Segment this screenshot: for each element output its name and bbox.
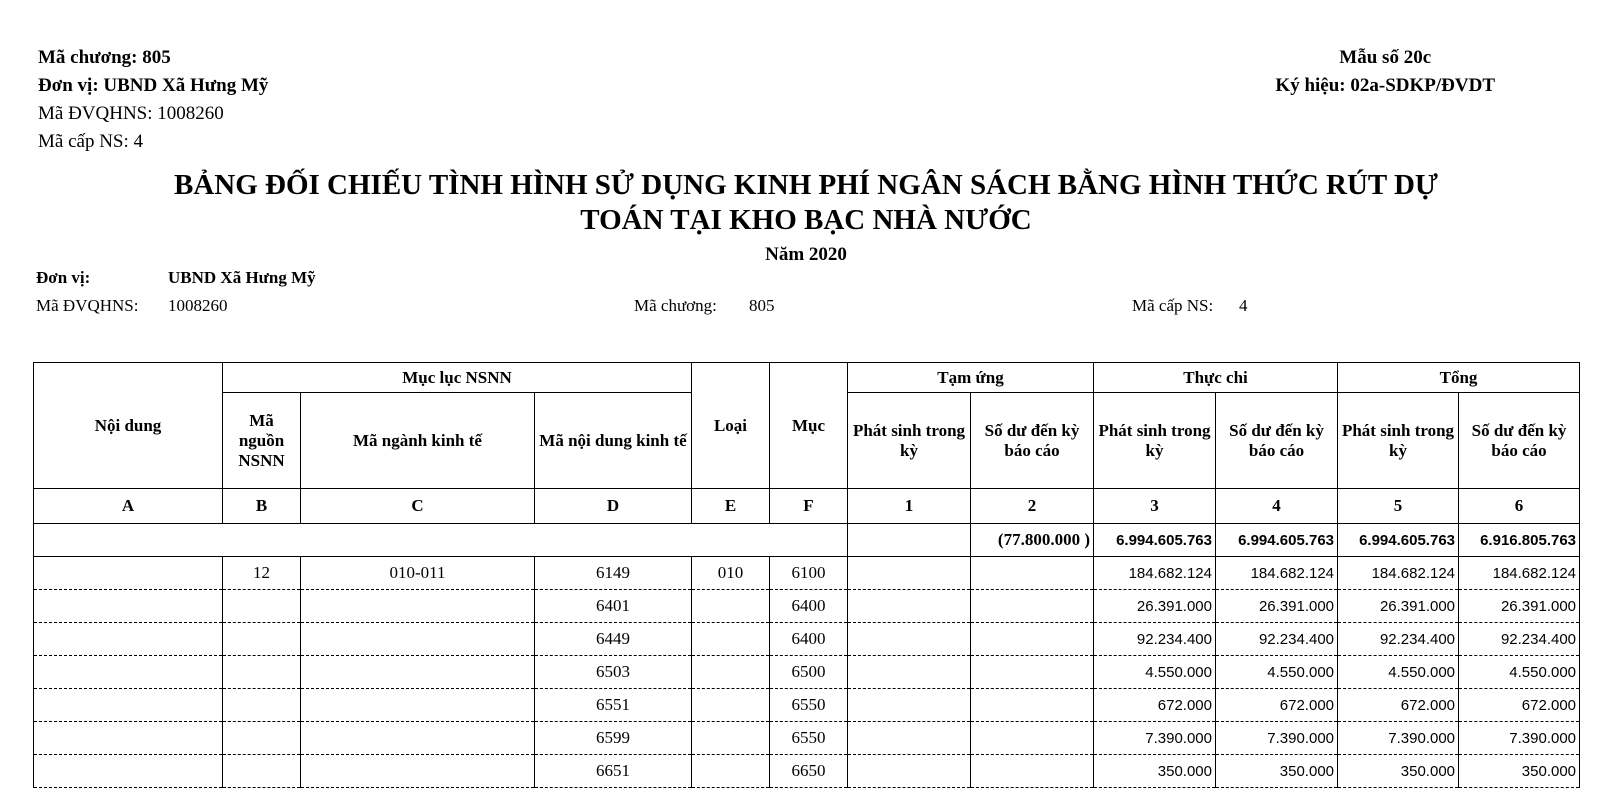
cell-tam-ung-phat-sinh	[848, 722, 971, 755]
cell-thuc-chi-phat-sinh: 672.000	[1094, 689, 1216, 722]
cell-ma-noi-dung: 6551	[535, 689, 692, 722]
cell-thuc-chi-phat-sinh: 92.234.400	[1094, 623, 1216, 656]
cell-ma-noi-dung: 6401	[535, 590, 692, 623]
table-row	[34, 689, 1580, 722]
table-row	[34, 623, 1580, 656]
cell-loai	[692, 755, 770, 788]
cell-ma-noi-dung: 6651	[535, 755, 692, 788]
col-tam-ung-so-du: Số dư đến kỳ báo cáo	[971, 393, 1094, 489]
total-label-cell	[34, 524, 848, 557]
cell-tam-ung-phat-sinh	[848, 590, 971, 623]
cell-tong-so-du: 184.682.124	[1459, 557, 1580, 590]
cell-loai: 010	[692, 557, 770, 590]
cell-ma-nganh	[301, 623, 535, 656]
cell-tong-phat-sinh: 26.391.000	[1338, 590, 1459, 623]
cell-loai	[692, 623, 770, 656]
document-title	[0, 168, 1612, 238]
info-ma-chuong-label: Mã chương:	[634, 296, 717, 315]
col-tong-phat-sinh: Phát sinh trong kỳ	[1338, 393, 1459, 489]
total-tong-phat-sinh: 6.994.605.763	[1338, 524, 1459, 557]
cell-thuc-chi-phat-sinh: 7.390.000	[1094, 722, 1216, 755]
cell-ma-nganh	[301, 722, 535, 755]
cell-thuc-chi-so-du: 7.390.000	[1216, 722, 1338, 755]
cell-tam-ung-so-du	[971, 656, 1094, 689]
cell-tam-ung-phat-sinh	[848, 755, 971, 788]
cell-noi-dung	[34, 623, 223, 656]
cell-tam-ung-phat-sinh	[848, 689, 971, 722]
col-group-muc-luc: Mục lục NSNN	[223, 363, 692, 393]
cell-thuc-chi-phat-sinh: 184.682.124	[1094, 557, 1216, 590]
cell-tong-so-du: 4.550.000	[1459, 656, 1580, 689]
cell-ma-noi-dung: 6503	[535, 656, 692, 689]
col-noi-dung: Nội dung	[34, 363, 223, 489]
col-ma-nguon: Mã nguồn NSNN	[223, 393, 301, 489]
col-letter: 3	[1094, 489, 1216, 524]
col-group-thuc-chi: Thực chi	[1094, 363, 1338, 393]
total-thuc-chi-phat-sinh: 6.994.605.763	[1094, 524, 1216, 557]
table-row	[34, 755, 1580, 788]
total-tam-ung-so-du: (77.800.000 )	[971, 524, 1094, 557]
title-line-2: TOÁN TẠI KHO BẠC NHÀ NƯỚC	[580, 204, 1032, 236]
cell-ma-noi-dung: 6599	[535, 722, 692, 755]
cell-muc: 6650	[770, 755, 848, 788]
cell-thuc-chi-so-du: 350.000	[1216, 755, 1338, 788]
cell-tam-ung-phat-sinh	[848, 623, 971, 656]
title-line-1: BẢNG ĐỐI CHIẾU TÌNH HÌNH SỬ DỤNG KINH PHÍ NGÂN SÁCH BẰNG HÌNH THỨC RÚT DỰ	[173, 169, 1439, 201]
col-tam-ung-phat-sinh: Phát sinh trong kỳ	[848, 393, 971, 489]
info-ma-chuong-value: 805	[749, 296, 775, 315]
cell-ma-nganh	[301, 689, 535, 722]
col-letter: D	[535, 489, 692, 524]
col-letter: 1	[848, 489, 971, 524]
document-year: Năm 2020	[765, 244, 847, 265]
cell-loai	[692, 722, 770, 755]
info-don-vi-value: UBND Xã Hưng Mỹ	[168, 268, 316, 287]
info-ma-cap-ns-value: 4	[1239, 296, 1248, 315]
col-letter: 5	[1338, 489, 1459, 524]
info-ma-dvqhns-label: Mã ĐVQHNS:	[36, 296, 139, 315]
cell-muc: 6400	[770, 623, 848, 656]
cell-tong-phat-sinh: 350.000	[1338, 755, 1459, 788]
cell-thuc-chi-so-du: 4.550.000	[1216, 656, 1338, 689]
col-letter: F	[770, 489, 848, 524]
col-letter: 4	[1216, 489, 1338, 524]
cell-noi-dung	[34, 590, 223, 623]
cell-ma-noi-dung: 6449	[535, 623, 692, 656]
cell-noi-dung	[34, 557, 223, 590]
table-row	[34, 722, 1580, 755]
col-muc: Mục	[770, 363, 848, 489]
cell-muc: 6100	[770, 557, 848, 590]
form-number: Mẫu số 20c	[1339, 47, 1432, 68]
cell-tong-phat-sinh: 672.000	[1338, 689, 1459, 722]
cell-loai	[692, 689, 770, 722]
cell-thuc-chi-so-du: 92.234.400	[1216, 623, 1338, 656]
cell-ma-nguon	[223, 689, 301, 722]
col-thuc-chi-so-du: Số dư đến kỳ báo cáo	[1216, 393, 1338, 489]
cell-tong-so-du: 26.391.000	[1459, 590, 1580, 623]
cell-loai	[692, 656, 770, 689]
info-don-vi-label: Đơn vị:	[36, 268, 91, 287]
cell-tam-ung-so-du	[971, 590, 1094, 623]
cell-noi-dung	[34, 656, 223, 689]
col-letter: A	[34, 489, 223, 524]
total-tam-ung-phat-sinh	[848, 524, 971, 557]
info-ma-dvqhns-value: 1008260	[168, 296, 228, 315]
cell-tam-ung-so-du	[971, 623, 1094, 656]
cell-muc: 6550	[770, 722, 848, 755]
cell-loai	[692, 590, 770, 623]
cell-noi-dung	[34, 689, 223, 722]
cell-thuc-chi-phat-sinh: 350.000	[1094, 755, 1216, 788]
total-tong-so-du: 6.916.805.763	[1459, 524, 1580, 557]
cell-tong-so-du: 92.234.400	[1459, 623, 1580, 656]
col-ma-noi-dung: Mã nội dung kinh tế	[535, 393, 692, 489]
header-ma-dvqhns: Mã ĐVQHNS: 1008260	[38, 103, 224, 124]
cell-ma-nguon	[223, 656, 301, 689]
cell-noi-dung	[34, 755, 223, 788]
table-row	[34, 590, 1580, 623]
cell-tam-ung-so-du	[971, 722, 1094, 755]
cell-muc: 6550	[770, 689, 848, 722]
total-thuc-chi-so-du: 6.994.605.763	[1216, 524, 1338, 557]
header-right	[1275, 44, 1495, 100]
cell-ma-nganh	[301, 590, 535, 623]
cell-muc: 6400	[770, 590, 848, 623]
cell-ma-noi-dung: 6149	[535, 557, 692, 590]
header-ma-cap-ns: Mã cấp NS: 4	[38, 131, 144, 152]
col-letter: E	[692, 489, 770, 524]
col-letter: B	[223, 489, 301, 524]
cell-ma-nguon: 12	[223, 557, 301, 590]
cell-ma-nguon	[223, 590, 301, 623]
cell-thuc-chi-so-du: 26.391.000	[1216, 590, 1338, 623]
reconciliation-table	[33, 362, 1580, 788]
cell-tong-so-du: 7.390.000	[1459, 722, 1580, 755]
cell-thuc-chi-so-du: 184.682.124	[1216, 557, 1338, 590]
cell-tam-ung-phat-sinh	[848, 656, 971, 689]
info-ma-cap-ns-label: Mã cấp NS:	[1132, 296, 1214, 315]
cell-thuc-chi-phat-sinh: 26.391.000	[1094, 590, 1216, 623]
col-ma-nganh: Mã ngành kinh tế	[301, 393, 535, 489]
table-row	[34, 656, 1580, 689]
cell-tam-ung-so-du	[971, 557, 1094, 590]
cell-thuc-chi-so-du: 672.000	[1216, 689, 1338, 722]
cell-thuc-chi-phat-sinh: 4.550.000	[1094, 656, 1216, 689]
col-group-tong: Tổng	[1338, 363, 1580, 393]
total-row	[34, 524, 1580, 557]
cell-ma-nganh	[301, 755, 535, 788]
col-letter: C	[301, 489, 535, 524]
cell-tam-ung-phat-sinh	[848, 557, 971, 590]
header-don-vi: Đơn vị: UBND Xã Hưng Mỹ	[38, 75, 269, 96]
col-letter: 2	[971, 489, 1094, 524]
table-row	[34, 557, 1580, 590]
header-ma-chuong: Mã chương: 805	[38, 47, 171, 68]
cell-tong-phat-sinh: 7.390.000	[1338, 722, 1459, 755]
form-code: Ký hiệu: 02a-SDKP/ĐVDT	[1275, 75, 1495, 96]
cell-tong-phat-sinh: 184.682.124	[1338, 557, 1459, 590]
col-loai: Loại	[692, 363, 770, 489]
cell-tong-phat-sinh: 4.550.000	[1338, 656, 1459, 689]
cell-tong-so-du: 350.000	[1459, 755, 1580, 788]
cell-tong-phat-sinh: 92.234.400	[1338, 623, 1459, 656]
cell-tam-ung-so-du	[971, 689, 1094, 722]
cell-muc: 6500	[770, 656, 848, 689]
col-thuc-chi-phat-sinh: Phát sinh trong kỳ	[1094, 393, 1216, 489]
cell-noi-dung	[34, 722, 223, 755]
col-group-tam-ung: Tạm ứng	[848, 363, 1094, 393]
header-left	[38, 44, 268, 156]
cell-ma-nguon	[223, 623, 301, 656]
cell-ma-nganh: 010-011	[301, 557, 535, 590]
col-tong-so-du: Số dư đến kỳ báo cáo	[1459, 393, 1580, 489]
cell-ma-nguon	[223, 722, 301, 755]
cell-tong-so-du: 672.000	[1459, 689, 1580, 722]
cell-ma-nguon	[223, 755, 301, 788]
cell-tam-ung-so-du	[971, 755, 1094, 788]
col-letter: 6	[1459, 489, 1580, 524]
cell-ma-nganh	[301, 656, 535, 689]
